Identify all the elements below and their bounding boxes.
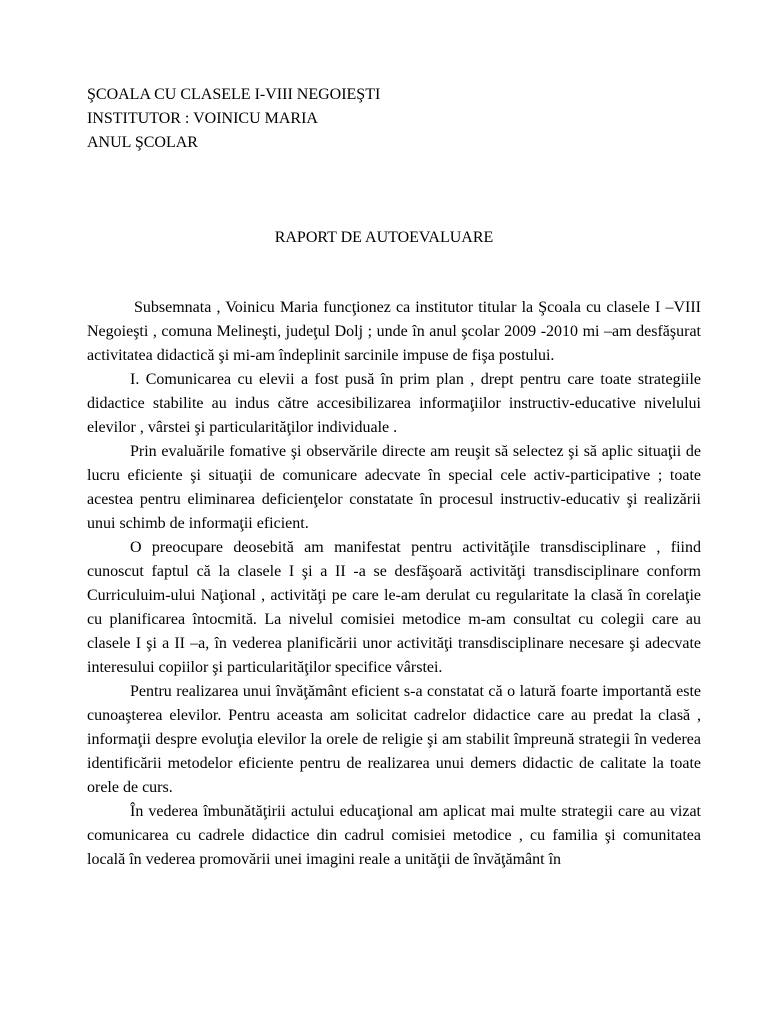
paragraph-intro: Subsemnata , Voinicu Maria funcţionez ca institutor titular la Şcoala cu clasele I –VIII Negoieşti , comuna Melineşti, judeţul Dolj ; unde în anul şcolar 2009 -2010 mi –am desfăşurat activitatea didactică şi mi-am îndeplinit sarcinile impuse de fişa postului. [87,299,701,364]
paragraph-improvement: În vederea îmbunătăţirii actului educaţional am aplicat mai multe strategii care au vizat comunicarea cu cadrele didactice din cadrul comisiei metodice , cu familia şi comunitatea locală în vederea promovării unei imagini reale a unităţii de învăţământ în [87,803,701,868]
paragraph-knowing-students: Pentru realizarea unui învăţământ eficient s-a constatat că o latură foarte importantă este cunoaşterea elevilor. Pentru aceasta am solicitat cadrelor didactice care au predat la clasă , informaţii despre evoluţia elevilor la orele de religie şi am stabilit împreună strategii în vederea identificării metodelor eficiente pentru de realizarea unui demers didactic de calitate la toate orele de curs. [87,683,701,796]
document-title: RAPORT DE AUTOEVALUARE [274,229,494,246]
paragraph-evaluation: Prin evaluările fomative şi observările directe am reuşit să selectez şi să aplic situaţii de lucru eficiente şi situaţii de comunicare adecvate în special cele activ-participative ; toate acestea pentru eliminarea deficienţelor constatate în procesul instructiv-educativ şi realizării unui schimb de informaţii eficient. [87,443,701,532]
school-year: ANUL ŞCOLAR [87,134,198,151]
teacher-name: INSTITUTOR : VOINICU MARIA [87,110,318,127]
document-body [87,296,701,872]
paragraph-communication: I. Comunicarea cu elevii a fost pusă în prim plan , drept pentru care toate strategiile didactice stabilite au indus către accesibilizarea informaţiilor instructiv-educative nivelului elevilor , vârstei şi particularităţilor individuale . [87,371,701,436]
school-name: ŞCOALA CU CLASELE I-VIII NEGOIEŞTI [87,86,381,103]
document-header [87,83,707,155]
paragraph-transdisciplinary: O preocupare deosebită am manifestat pentru activităţile transdisciplinare , fiind cunoscut faptul că la clasele I şi a II -a se desfăşoară activităţi transdisciplinare conform Curriculuim-ului Naţional , activităţi pe care le-am derulat cu regularitate la clasă în corelaţie cu planificarea întocmită. La nivelul comisiei metodice m-am consultat cu colegii care au clasele I şi a II –a, în vederea planificării unor activităţi transdisciplinare necesare şi adecvate interesului copiilor şi particularităţilor specifice vârstei. [87,539,701,676]
